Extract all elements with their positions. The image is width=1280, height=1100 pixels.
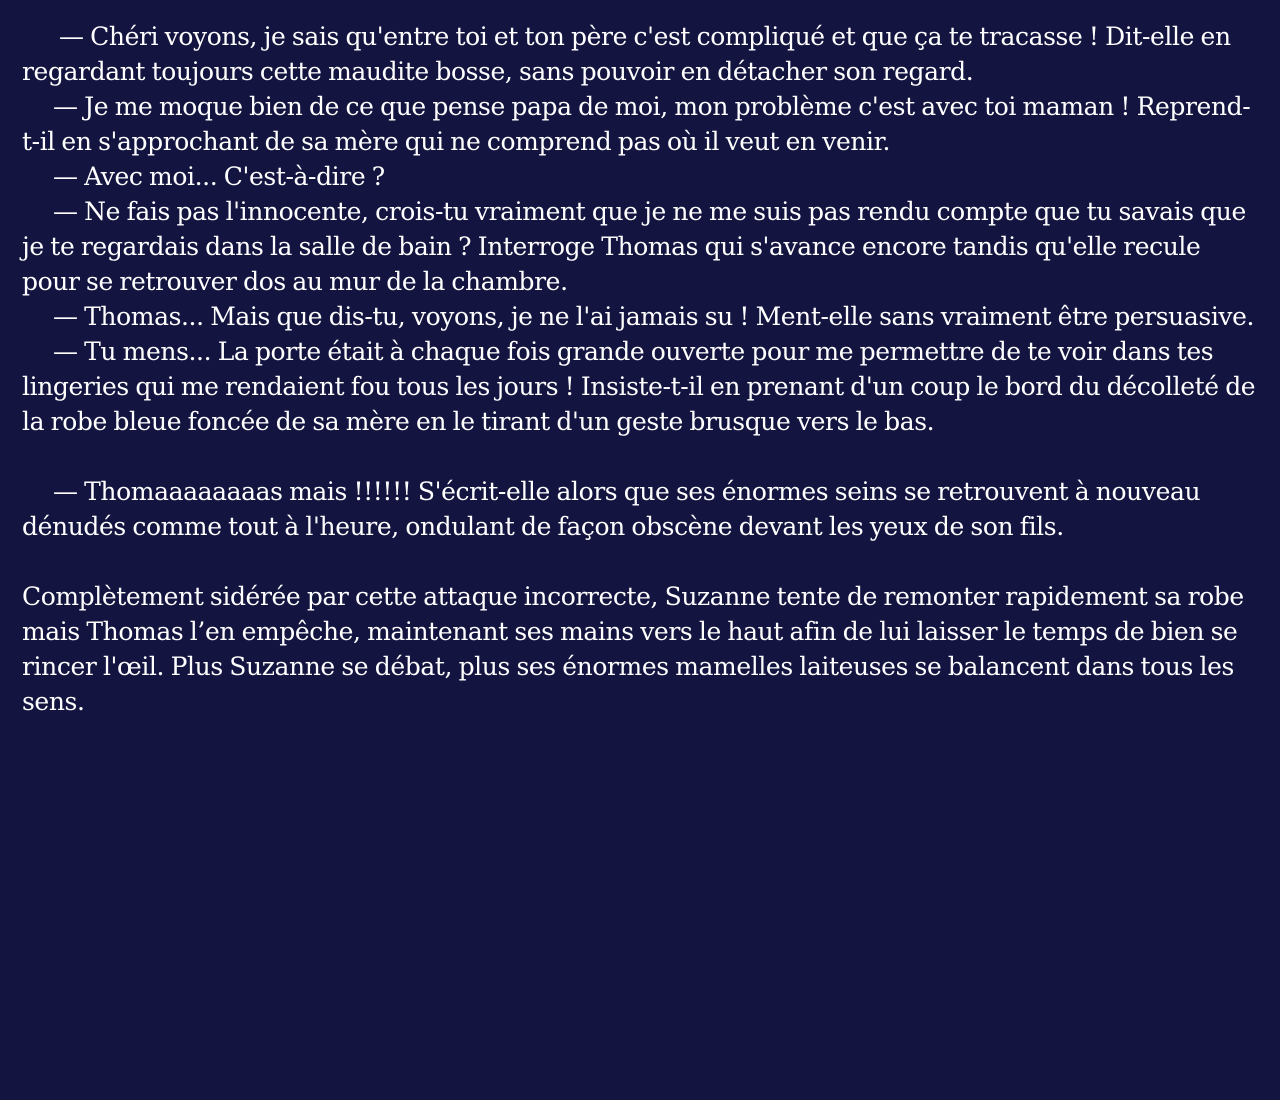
paragraph-spacer bbox=[22, 439, 1258, 474]
dialogue-paragraph-6: — Tu mens... La porte était à chaque fois grande ouverte pour me permettre de te voir dans tes lingeries qui me rendaient fou tous les jours ! Insiste-t-il en prenant d'un coup le bord du décolleté de la robe bleue foncée de sa mère en le tirant d'un geste brusque vers le bas. bbox=[22, 337, 1256, 436]
dialogue-paragraph-2: — Je me moque bien de ce que pense papa de moi, mon problème c'est avec toi maman ! Reprend-t-il en s'approchant de sa mère qui ne comprend pas où il veut en venir. bbox=[22, 92, 1251, 156]
dialogue-paragraph-5: — Thomas... Mais que dis-tu, voyons, je ne l'ai jamais su ! Ment-elle sans vraiment être persuasive. bbox=[53, 302, 1255, 331]
paragraph-spacer bbox=[22, 544, 1258, 579]
narrative-paragraph: Complètement sidérée par cette attaque incorrecte, Suzanne tente de remonter rapidement sa robe mais Thomas l’en empêche, maintenant ses mains vers le haut afin de lui laisser le temps de bien se rincer l'œil. Plus Suzanne se débat, plus ses énormes mamelles laiteuses se balancent dans tous les sens. bbox=[22, 582, 1244, 716]
dialogue-paragraph-7: — Thomaaaaaaaas mais !!!!!! S'écrit-elle alors que ses énormes seins se retrouvent à nouveau dénudés comme tout à l'heure, ondulant de façon obscène devant les yeux de son fils. bbox=[22, 477, 1201, 541]
dialogue-paragraph-4: — Ne fais pas l'innocente, crois-tu vraiment que je ne me suis pas rendu compte que tu savais que je te regardais dans la salle de bain ? Interroge Thomas qui s'avance encore tandis qu'elle recule pour se retrouver dos au mur de la chambre. bbox=[22, 197, 1246, 296]
dialogue-paragraph-1: — Chéri voyons, je sais qu'entre toi et ton père c'est compliqué et que ça te tracasse ! Dit-elle en regardant toujours cette maudite bosse, sans pouvoir en détacher son regard. bbox=[22, 22, 1231, 86]
dialogue-paragraph-3: — Avec moi... C'est-à-dire ? bbox=[53, 162, 385, 191]
story-text bbox=[22, 19, 1258, 719]
